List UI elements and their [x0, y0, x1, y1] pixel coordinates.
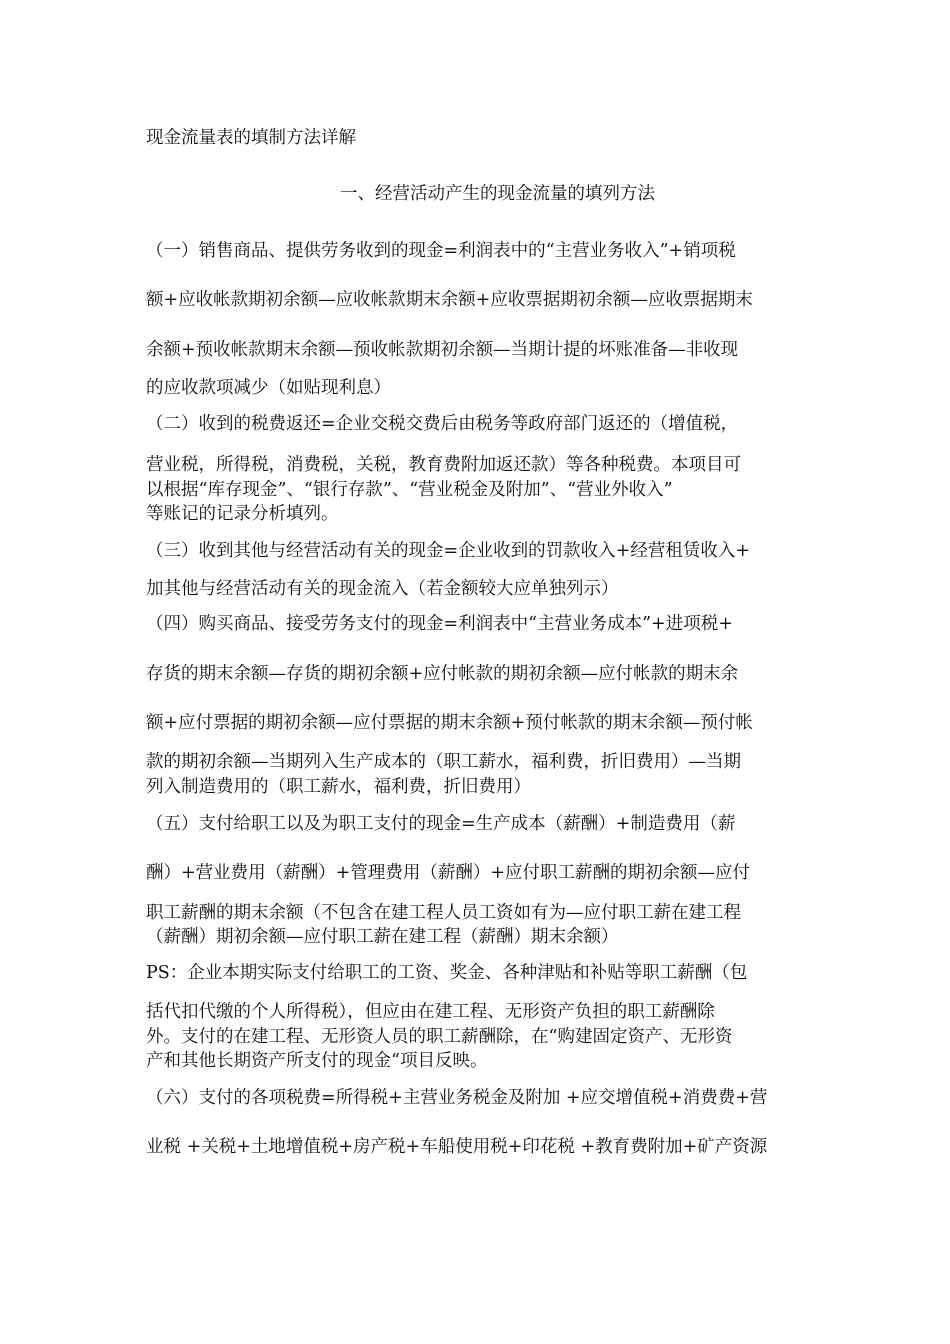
body-line: （四）购买商品、接受劳务支付的现金=利润表中“主营业务成本”+进项税+ [146, 614, 733, 634]
body-line: （五）支付给职工以及为职工支付的现金=生产成本（薪酬）+制造费用（薪 [146, 814, 736, 834]
body-line: 列入制造费用的（职工薪水，福利费，折旧费用） [146, 777, 531, 797]
body-line: 等账记的记录分析填列。 [146, 504, 339, 524]
body-line: 的应收款项减少（如贴现利息） [146, 378, 391, 398]
body-line: （二）收到的税费返还=企业交税交费后由税务等政府部门返还的（增值税， [146, 414, 739, 434]
body-line: 业税 +关税+土地增值税+房产税+车船使用税+印花税 +教育费附加+矿产资源 [146, 1137, 768, 1157]
body-line: 加其他与经营活动有关的现金流入（若金额较大应单独列示） [146, 579, 619, 599]
body-line: 括代扣代缴的个人所得税），但应由在建工程、无形资产负担的职工薪酬除 [146, 1002, 715, 1022]
body-line: 存货的期末余额—存货的期初余额+应付帐款的期初余额—应付帐款的期末余 [146, 664, 739, 684]
body-line: 职工薪酬的期末余额（不包含在建工程人员工资如有为—应付职工薪在建工程 [146, 903, 741, 923]
body-line: （三）收到其他与经营活动有关的现金=企业收到的罚款收入+经营租赁收入+ [146, 541, 750, 561]
body-line: 酬）+营业费用（薪酬）+管理费用（薪酬）+应付职工薪酬的期初余额—应付 [146, 863, 750, 883]
body-line: （一）销售商品、提供劳务收到的现金=利润表中的“主营业务收入”+销项税 [146, 241, 736, 261]
body-line: （薪酬）期初余额—应付职工薪在建工程（薪酬）期末余额） [146, 927, 619, 947]
body-line: 款的期初余额—当期列入生产成本的（职工薪水，福利费，折旧费用）—当期 [146, 752, 741, 772]
body-line: 营业税，所得税，消费税，关税，教育费附加返还款）等各种税费。本项目可 [146, 455, 741, 475]
section-heading: 一、经营活动产生的现金流量的填列方法 [340, 184, 655, 204]
body-line: 以根据“库存现金”、“银行存款”、“营业税金及附加”、“营业外收入” [146, 480, 673, 500]
body-line: （六）支付的各项税费=所得税+主营业务税金及附加 +应交增值税+消费费+营 [146, 1088, 768, 1108]
body-line: 额+应收帐款期初余额—应收帐款期末余额+应收票据期初余额—应收票据期末 [146, 290, 753, 310]
body-line: 余额+预收帐款期末余额—预收帐款期初余额—当期计提的坏账准备—非收现 [146, 340, 739, 360]
document-title: 现金流量表的填制方法详解 [146, 128, 356, 148]
body-line: 外。支付的在建工程、无形资人员的职工薪酬除，在“购建固定资产、无形资 [146, 1027, 733, 1047]
body-line: PS：企业本期实际支付给职工的工资、奖金、各种津贴和补贴等职工薪酬（包 [146, 963, 748, 983]
body-line: 产和其他长期资产所支付的现金“项目反映。 [146, 1051, 488, 1071]
body-line: 额+应付票据的期初余额—应付票据的期末余额+预付帐款的期末余额—预付帐 [146, 713, 753, 733]
